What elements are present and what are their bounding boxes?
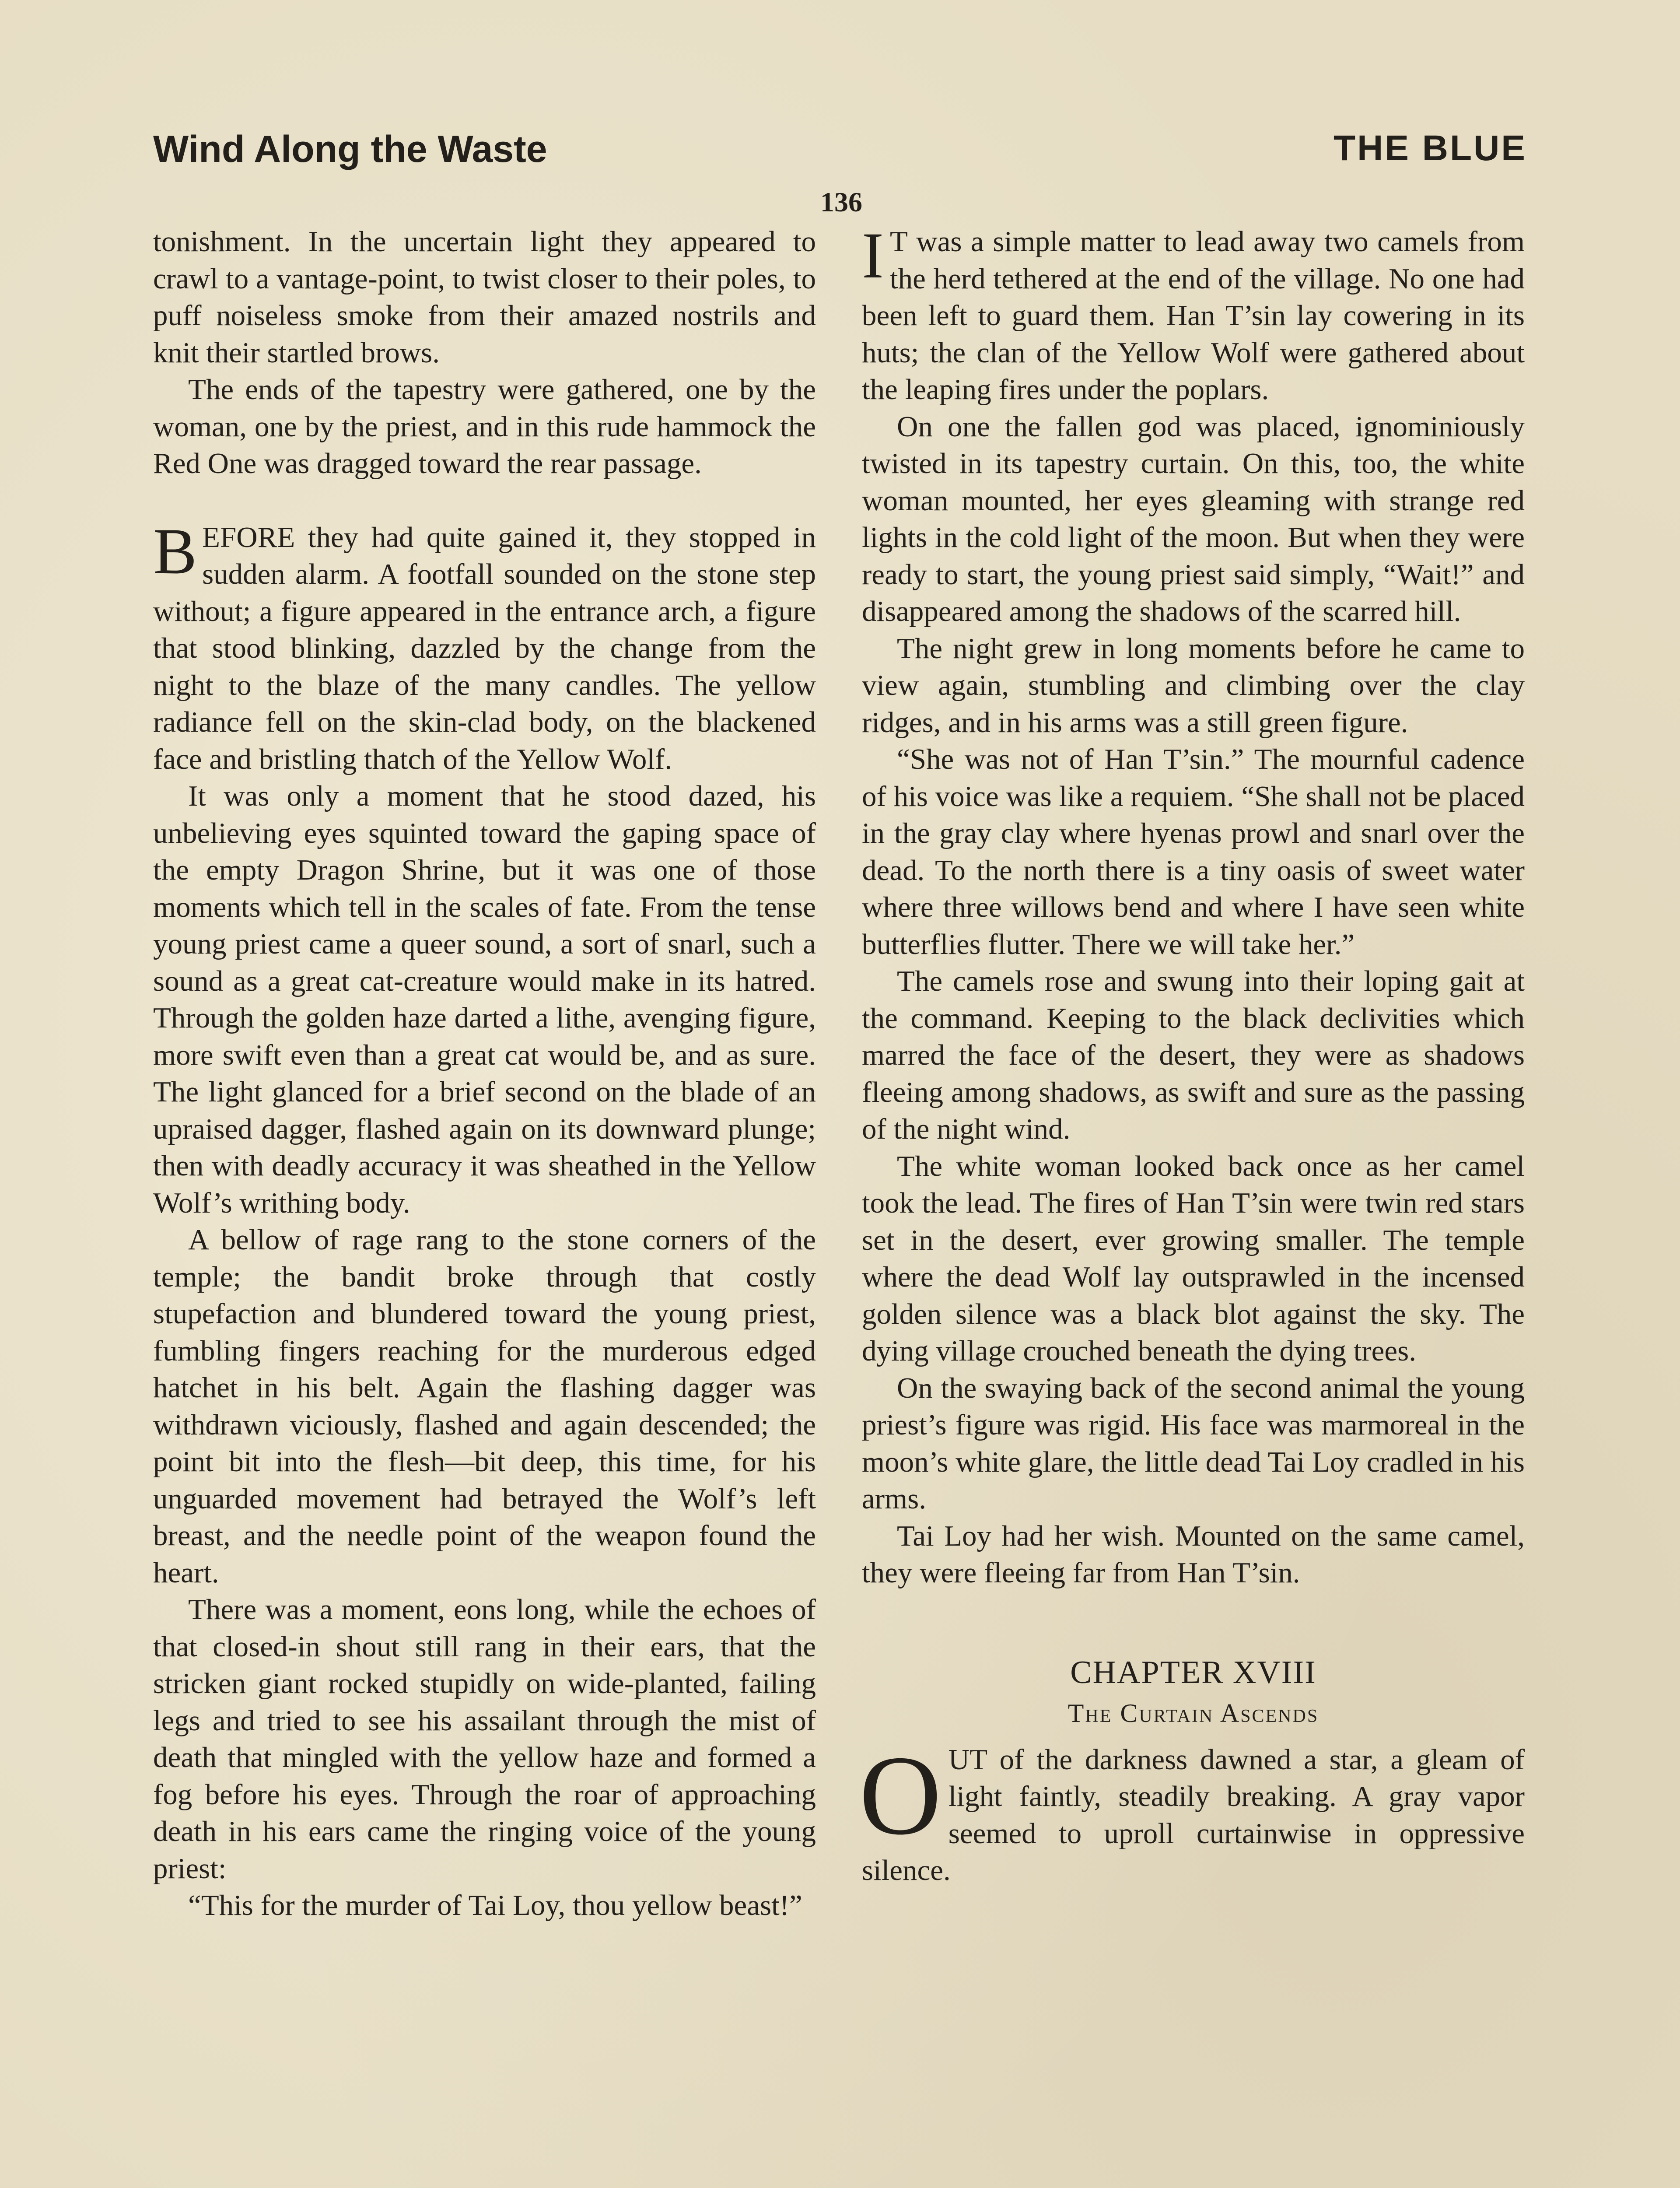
paragraph: It was only a moment that he stood dazed, his unbelieving eyes squinted toward the gaping space of the empty Dragon Shrine, but it was one of those moments which tell in the scales of fate. From the tense young priest came a queer sound, a sort of snarl, such a sound as a great cat-creature would make in its hatred. Through the golden haze darted a lithe, avenging figure, more swift even than a great cat would be, and as sure. The light glanced for a brief second on the blade of an upraised dagger, flashed again on its downward plunge; then with deadly accuracy it was sheathed in the Yellow Wolf’s writhing body. [153,780,816,1219]
paragraph: “She was not of Han T’sin.” The mournful cadence of his voice was like a requiem. “She shall not be placed in the gray clay where hyenas prowl and snarl over the dead. To the north there is a tiny oasis of sweet water where three willows bend and where I have seen white butterflies flutter. There we will take her.” [862,743,1525,961]
paragraph: The ends of the tapestry were gathered, one by the woman, one by the priest, and in this rude hammock the Red One was dragged toward the rear passage. [153,373,816,480]
paragraph: The night grew in long moments before he came to view again, stumbling and climbing over the clay ridges, and in his arms was a still green figure. [862,632,1525,739]
paragraph: tonishment. In the uncertain light they appeared to crawl to a vantage-point, to twist closer to their poles, to puff noiseless smoke from their amazed nostrils and knit their startled brows. [153,225,816,369]
paragraph: “This for the murder of Tai Loy, thou yellow beast!” [188,1889,802,1922]
paragraph-text: UT of the darkness dawned a star, a gleam of light faintly, steadily breaking. A gray vapor seemed to uproll curtainwise in oppressive silence. [862,1743,1525,1886]
paragraph-dropcap [153,515,816,778]
paragraph: The white woman looked back once as her camel took the lead. The fires of Han T’sin were twin red stars set in the desert, ever growing smaller. The temple where the dead Wolf lay outsprawled in the incensed golden silence was a black blot against the sky. The dying village crouched beneath the dying trees. [862,1150,1525,1367]
paragraph-text: EFORE they had quite gained it, they stopped in sudden alarm. A footfall sounded on the stone step without; a figure appeared in the entrance arch, a figure that stood blinking, dazzled by the change from the night to the blaze of the many candles. The yellow radiance fell on the skin-clad body, on the blackened face and bristling thatch of the Yellow Wolf. [153,521,816,775]
page-number: 136 [820,186,862,217]
paragraph: On one the fallen god was placed, ignominiously twisted in its tapestry curtain. On this, too, the white woman mounted, her eyes gleaming with strange red lights in the cold light of the moon. But when they were ready to start, the young priest said simply, “Wait!” and disappeared among the shadows of the scarred hill. [862,410,1525,628]
magazine-name: THE BLUE [1334,128,1527,168]
paragraph: The camels rose and swung into their loping gait at the command. Keeping to the black declivities which marred the face of the desert, they were as shadows fleeing among shadows, as swift and sure as the passing of the night wind. [862,965,1525,1145]
paragraph-dropcap [862,219,1525,408]
drop-cap: B [153,515,197,588]
paragraph-dropcap [859,1732,1525,1889]
paragraph: A bellow of rage rang to the stone corners of the temple; the bandit broke through that costly stupefaction and blundered toward the young priest, fumbling fingers reaching for the murderous edged hatchet in his belt. Again the flashing dagger was withdrawn viciously, flashed and again descended; the point bit into the flesh—bit deep, this time, for his unguarded movement had betrayed the Wolf’s left breast, and the needle point of the weapon found the heart. [153,1224,816,1589]
chapter-heading: CHAPTER XVIII [1070,1654,1316,1690]
drop-cap: I [862,219,884,292]
paragraph: On the swaying back of the second animal the young priest’s figure was rigid. His face was marmoreal in the moon’s white glare, the little dead Tai Loy cradled in his arms. [862,1371,1525,1515]
chapter-title: The Curtain Ascends [1068,1698,1319,1728]
right-column [859,219,1525,1889]
running-title: Wind Along the Waste [153,128,547,170]
paragraph: There was a moment, eons long, while the echoes of that closed-in shout still rang in their ears, that the stricken giant rocked stupidly on wide-planted, failing legs and tried to see his assailant through the mist of death that mingled with the yellow haze and formed a fog before his eyes. Through the roar of approaching death in his ears came the ringing voice of the young priest: [153,1593,816,1885]
left-column [153,223,816,1924]
drop-cap: O [859,1732,942,1858]
paragraph: Tai Loy had her wish. Mounted on the same camel, they were fleeing far from Han T’sin. [862,1519,1525,1589]
paragraph-text: T was a simple matter to lead away two camels from the herd tethered at the end of the village. No one had been left to guard them. Han T’sin lay cowering in its huts; the clan of the Yellow Wolf were gathered about the leaping fires under the poplars. [862,225,1525,406]
